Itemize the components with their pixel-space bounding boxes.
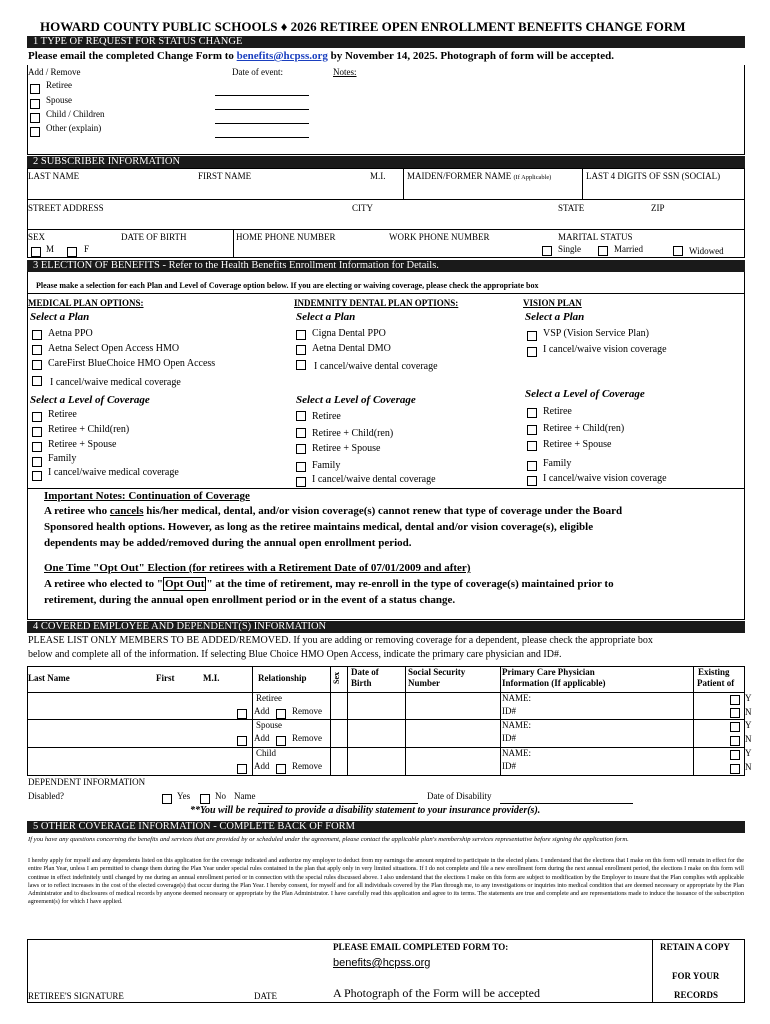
vsp-checkbox[interactable]: [527, 331, 537, 341]
col-divider: [652, 939, 653, 1003]
spouse-remove-checkbox[interactable]: [276, 736, 286, 746]
vision-spouse-label: Retiree + Spouse: [543, 439, 612, 450]
row-divider: [27, 719, 745, 720]
records: RECORDS: [674, 990, 719, 1000]
medical-retiree-checkbox[interactable]: [32, 412, 42, 422]
medical-waive-label: I cancel/waive medical coverage: [50, 377, 181, 388]
row-child-rel: Child: [256, 748, 277, 758]
spouse-option: Spouse: [46, 95, 73, 105]
col-sex: Sex: [332, 672, 341, 684]
medical-child-checkbox[interactable]: [32, 427, 42, 437]
row-divider: [27, 293, 745, 294]
first-name-label: FIRST NAME: [198, 171, 252, 181]
sex-m-checkbox[interactable]: [31, 247, 41, 257]
col-dob-2: Birth: [351, 678, 372, 688]
dental-family-label: Family: [312, 460, 341, 471]
optout-line-1: [44, 579, 614, 590]
dental-waive-label: I cancel/waive dental coverage: [314, 361, 438, 372]
optout-l1-pre: A retiree who elected to ": [44, 578, 164, 590]
col-divider: [233, 229, 234, 258]
spouse-pcp-name: NAME:: [502, 720, 531, 730]
medical-select-plan: Select a Plan: [30, 311, 90, 323]
medical-family-label: Family: [48, 453, 77, 464]
section-5-header: 5 OTHER COVERAGE INFORMATION - COMPLETE BACK OF FORM: [27, 821, 745, 833]
dependent-name-label: Name: [234, 791, 256, 801]
medical-level-waive-checkbox[interactable]: [32, 471, 42, 481]
row-divider: [27, 199, 745, 200]
row-divider: [27, 229, 745, 230]
section-3-header: 3 ELECTION OF BENEFITS - Refer to the Health Benefits Enrollment Information for Details.: [27, 260, 745, 272]
other-checkbox[interactable]: [30, 127, 40, 137]
vision-title: VISION PLAN: [523, 298, 582, 308]
spouse-remove-label: Remove: [292, 733, 322, 743]
medical-spouse-label: Retiree + Spouse: [48, 439, 117, 450]
email-instruction-post: by November 14, 2025. Photograph of form will be accepted.: [327, 50, 614, 62]
notes-line-3: dependents may be added/removed during the annual open enrollment period.: [44, 537, 412, 549]
section-1-box: [27, 65, 745, 155]
aetna-ppo-label: Aetna PPO: [48, 328, 93, 339]
date-line-4[interactable]: [215, 137, 309, 138]
date-line-3[interactable]: [215, 123, 309, 124]
dental-spouse-label: Retiree + Spouse: [312, 443, 381, 454]
notes-title: Important Notes: Continuation of Coverage: [44, 490, 250, 502]
dental-waive-checkbox[interactable]: [296, 360, 306, 370]
dental-title: INDEMNITY DENTAL PLAN OPTIONS:: [294, 298, 459, 308]
col-divider: [405, 666, 406, 776]
row-divider: [27, 488, 745, 489]
email-instruction: [28, 51, 614, 62]
vision-spouse-checkbox[interactable]: [527, 441, 537, 451]
email-completed-label: PLEASE EMAIL COMPLETED FORM TO:: [333, 942, 509, 952]
aetna-hmo-checkbox[interactable]: [32, 345, 42, 355]
medical-level-waive-label: I cancel/waive medical coverage: [48, 467, 179, 478]
retiree-pcp-id: ID#: [502, 706, 516, 716]
aetna-ppo-checkbox[interactable]: [32, 330, 42, 340]
retiree-existing-n: N: [745, 707, 752, 717]
date-of-event-label: Date of event:: [232, 67, 283, 77]
retiree-pcp-name: NAME:: [502, 693, 531, 703]
vision-select-level: Select a Level of Coverage: [525, 388, 645, 400]
ssn-label: LAST 4 DIGITS OF SSN (SOCIAL): [586, 171, 721, 181]
zip-label: ZIP: [651, 203, 665, 213]
sex-f-checkbox[interactable]: [67, 247, 77, 257]
col-first: First: [156, 673, 175, 683]
retiree-option: Retiree: [46, 80, 72, 90]
city-label: CITY: [352, 203, 373, 213]
col-dob-1: Date of: [351, 667, 379, 677]
dental-select-plan: Select a Plan: [296, 311, 356, 323]
child-checkbox[interactable]: [30, 113, 40, 123]
medical-child-label: Retiree + Child(ren): [48, 424, 130, 435]
vision-child-checkbox[interactable]: [527, 425, 537, 435]
child-remove-checkbox[interactable]: [276, 764, 286, 774]
form-title: HOWARD COUNTY PUBLIC SCHOOLS ♦ 2026 RETIREE OPEN ENROLLMENT BENEFITS CHANGE FORM: [40, 19, 686, 34]
carefirst-checkbox[interactable]: [32, 360, 42, 370]
child-remove-label: Remove: [292, 761, 322, 771]
retiree-existing-y-checkbox[interactable]: [730, 695, 740, 705]
cigna-label: Cigna Dental PPO: [312, 328, 386, 339]
disabled-no-label: No: [215, 791, 226, 801]
col-pcp-1: Primary Care Physician: [502, 667, 595, 677]
vision-level-waive-checkbox[interactable]: [527, 476, 537, 486]
disabled-no-checkbox[interactable]: [200, 794, 210, 804]
row-divider: [27, 747, 745, 748]
dental-spouse-checkbox[interactable]: [296, 444, 306, 454]
aetna-hmo-label: Aetna Select Open Access HMO: [48, 343, 180, 354]
disabled-yes-label: Yes: [177, 791, 191, 801]
section-1-header: 1 TYPE OF REQUEST FOR STATUS CHANGE: [27, 36, 745, 48]
date-label: DATE: [254, 991, 277, 1001]
sex-label: SEX: [28, 232, 46, 242]
child-add-label: Add: [254, 761, 270, 771]
optout-opt-out: Opt Out: [165, 578, 205, 590]
medical-family-checkbox[interactable]: [32, 457, 42, 467]
dental-child-checkbox[interactable]: [296, 428, 306, 438]
row-retiree-rel: Retiree: [256, 693, 282, 703]
col-divider: [500, 666, 501, 776]
date-disability-label: Date of Disability: [427, 791, 492, 801]
notes-l1-pre: A retiree who: [44, 505, 110, 517]
married-label: Married: [614, 244, 643, 254]
col-divider: [582, 168, 583, 199]
child-option: Child / Children: [46, 109, 105, 119]
date-line-1[interactable]: [215, 95, 309, 96]
state-label: STATE: [558, 203, 585, 213]
notes-label: Notes:: [333, 67, 357, 77]
single-checkbox[interactable]: [542, 246, 552, 256]
spouse-existing-y: Y: [745, 720, 752, 730]
medical-spouse-checkbox[interactable]: [32, 442, 42, 452]
col-last-name: Last Name: [28, 673, 70, 683]
medical-select-level: Select a Level of Coverage: [30, 394, 150, 406]
photo-accepted: A Photograph of the Form will be accepted: [333, 986, 540, 1000]
email-completed-address[interactable]: benefits@hcpss.org: [333, 957, 431, 969]
sex-f-label: F: [84, 244, 90, 254]
retiree-add-label: Add: [254, 706, 270, 716]
col-existing-2: Patient of: [697, 678, 735, 688]
s4-instruction-1: PLEASE LIST ONLY MEMBERS TO BE ADDED/REMOVED. If you are adding or removing coverage for a dependent, please check the appropriate box: [28, 635, 653, 646]
vision-select-plan: Select a Plan: [525, 311, 585, 323]
notes-l1-post: his/her medical, dental, and/or vision coverage(s) cannot renew that type of coverage under the Board: [143, 505, 623, 517]
retiree-checkbox[interactable]: [30, 84, 40, 94]
dental-level-waive-checkbox[interactable]: [296, 477, 306, 487]
medical-retiree-label: Retiree: [48, 409, 77, 420]
vision-level-waive-label: I cancel/waive vision coverage: [543, 473, 667, 484]
child-existing-n-checkbox[interactable]: [730, 764, 740, 774]
dental-family-checkbox[interactable]: [296, 462, 306, 472]
child-existing-y-checkbox[interactable]: [730, 750, 740, 760]
home-phone-label: HOME PHONE NUMBER: [236, 232, 336, 242]
work-phone-label: WORK PHONE NUMBER: [389, 232, 490, 242]
last-name-label: LAST NAME: [28, 171, 80, 181]
disabled-label: Disabled?: [28, 791, 64, 801]
election-instruction: Please make a selection for each Plan and Level of Coverage option below. If you are electing or waiving coverage, please check the appropriate box: [36, 281, 539, 290]
dependent-info-label: DEPENDENT INFORMATION: [28, 777, 146, 787]
child-pcp-id: ID#: [502, 761, 516, 771]
dental-select-level: Select a Level of Coverage: [296, 394, 416, 406]
retiree-add-checkbox[interactable]: [237, 709, 247, 719]
maiden-name-label: [407, 172, 551, 181]
dental-retiree-checkbox[interactable]: [296, 411, 306, 421]
disabled-yes-checkbox[interactable]: [162, 794, 172, 804]
aetna-dmo-checkbox[interactable]: [296, 345, 306, 355]
col-relationship: Relationship: [258, 673, 307, 683]
vision-waive-checkbox[interactable]: [527, 347, 537, 357]
vision-child-label: Retiree + Child(ren): [543, 423, 625, 434]
married-checkbox[interactable]: [598, 246, 608, 256]
col-divider: [693, 666, 694, 776]
street-label: STREET ADDRESS: [28, 203, 104, 213]
notes-line-1: [44, 506, 622, 517]
single-label: Single: [558, 244, 582, 254]
retiree-remove-checkbox[interactable]: [276, 709, 286, 719]
maiden-note: (If Applicable): [513, 174, 552, 181]
retiree-existing-y: Y: [745, 693, 752, 703]
spouse-checkbox[interactable]: [30, 99, 40, 109]
section-2-header: 2 SUBSCRIBER INFORMATION: [27, 156, 745, 168]
dental-level-waive-label: I cancel/waive dental coverage: [312, 474, 436, 485]
add-remove-label: Add / Remove: [28, 67, 81, 77]
notes-line-2: Sponsored health options. However, as long as the retiree maintains medical, dental and/or vision coverage(s), eligible: [44, 521, 594, 533]
notes-cancels: cancels: [109, 505, 144, 517]
row-divider: [27, 692, 745, 693]
child-pcp-name: NAME:: [502, 748, 531, 758]
row-spouse-rel: Spouse: [256, 720, 283, 730]
other-option: Other (explain): [46, 123, 102, 133]
dental-retiree-label: Retiree: [312, 411, 341, 422]
carefirst-label: CareFirst BlueChoice HMO Open Access: [48, 358, 216, 369]
retiree-existing-n-checkbox[interactable]: [730, 708, 740, 718]
maiden-name-text: MAIDEN/FORMER NAME: [407, 171, 512, 181]
spouse-add-label: Add: [254, 733, 270, 743]
spouse-add-checkbox[interactable]: [237, 736, 247, 746]
for-your: FOR YOUR: [672, 971, 720, 981]
dob-label: DATE OF BIRTH: [121, 232, 187, 242]
optout-line-2: retirement, during the annual open enrollment period or in the event of a status change.: [44, 594, 456, 606]
date-line-2[interactable]: [215, 109, 309, 110]
legal-text: I hereby apply for myself and any dependents listed on this application for the coverage indicated and authorize my employer to deduct from my earnings the amount required to participate in the elected plans. I understand that the elections that I make on this form will remain in effect for the entire Plan Year, unless I am permitted to change them during the Plan Year under special rules contained in the plan that apply only in very limited situations. If I do not complete and file a new enrollment form during the next annual enrollment period, the elections I make on this form will continue in effect indefinitely until changed by me during an annual enrollment period or in connection with the special rules discussed above. I also understand that the elections I make on this form are subject to modification by the Employer to insure that the Plan complies with applicable laws or to reflect increases in the cost of the elected coverage(s) that occur during the Plan Year. I hereby consent, for myself and for all individuals covered by the Plan through me, to any investigations or inquiries into medical condition that are deemed necessary or appropriate by the Plan Administrator and to disclosures of medical records by anyone deemed necessary or appropriate by the Plan Administrator. I have carefully read this application and agree to its terms. The statements are true and complete and are representations made to induce the issuance of the subscription agreement(s) for which I have applied.: [28, 858, 744, 906]
col-ssn-1: Social Security: [408, 667, 466, 677]
retiree-remove-label: Remove: [292, 706, 322, 716]
marital-status-label: MARITAL STATUS: [558, 232, 633, 242]
widowed-label: Widowed: [689, 246, 724, 256]
signature-label: RETIREE'S SIGNATURE: [28, 991, 124, 1001]
dependents-table: [27, 666, 745, 776]
col-mi: M.I.: [203, 673, 220, 683]
mi-label: M.I.: [370, 171, 386, 181]
medical-title: MEDICAL PLAN OPTIONS:: [28, 298, 144, 308]
child-add-checkbox[interactable]: [237, 764, 247, 774]
col-existing-1: Existing: [698, 667, 730, 677]
retain-copy: RETAIN A COPY: [660, 942, 730, 952]
date-disability-line[interactable]: [500, 803, 633, 804]
vision-retiree-checkbox[interactable]: [527, 408, 537, 418]
spouse-existing-n: N: [745, 734, 752, 744]
cigna-checkbox[interactable]: [296, 330, 306, 340]
col-divider: [252, 666, 253, 776]
s4-instruction-2: below and complete all of the information. If selecting Blue Choice HMO Open Access, indicate the primary care physician and ID#.: [28, 649, 562, 660]
child-existing-y: Y: [745, 748, 752, 758]
disability-note: **You will be required to provide a disability statement to your insurance provider(s).: [190, 805, 541, 816]
spouse-existing-n-checkbox[interactable]: [730, 736, 740, 746]
vision-waive-label: I cancel/waive vision coverage: [543, 344, 667, 355]
sex-m-label: M: [46, 244, 55, 254]
col-divider: [347, 666, 348, 776]
col-divider: [403, 168, 404, 199]
optout-l1-post: " at the time of retirement, may re-enroll in the type of coverage(s) maintained prior to: [206, 578, 614, 590]
optout-title: One Time "Opt Out" Election (for retirees with a Retirement Date of 07/01/2009 and after): [44, 562, 471, 574]
dependent-name-line[interactable]: [258, 803, 418, 804]
col-ssn-2: Number: [408, 678, 440, 688]
vision-family-label: Family: [543, 458, 572, 469]
spouse-pcp-id: ID#: [502, 733, 516, 743]
email-instruction-pre: Please email the completed Change Form to: [28, 50, 237, 62]
vision-retiree-label: Retiree: [543, 406, 572, 417]
dental-child-label: Retiree + Child(ren): [312, 428, 394, 439]
section-4-header: 4 COVERED EMPLOYEE AND DEPENDENT(S) INFORMATION: [27, 621, 745, 633]
col-divider: [330, 666, 331, 776]
email-link[interactable]: benefits@hcpss.org: [236, 50, 328, 62]
medical-waive-checkbox[interactable]: [32, 376, 42, 386]
aetna-dmo-label: Aetna Dental DMO: [312, 343, 391, 354]
col-pcp-2: Information (If applicable): [502, 678, 606, 688]
questions-note: If you have any questions concerning the benefits and services that are provided by or scheduled under the agreement, please contact the applicable plan's membership services representative before signing the application form.: [28, 836, 629, 843]
child-existing-n: N: [745, 762, 752, 772]
spouse-existing-y-checkbox[interactable]: [730, 722, 740, 732]
widowed-checkbox[interactable]: [673, 246, 683, 256]
vision-family-checkbox[interactable]: [527, 461, 537, 471]
vsp-label: VSP (Vision Service Plan): [543, 328, 649, 339]
